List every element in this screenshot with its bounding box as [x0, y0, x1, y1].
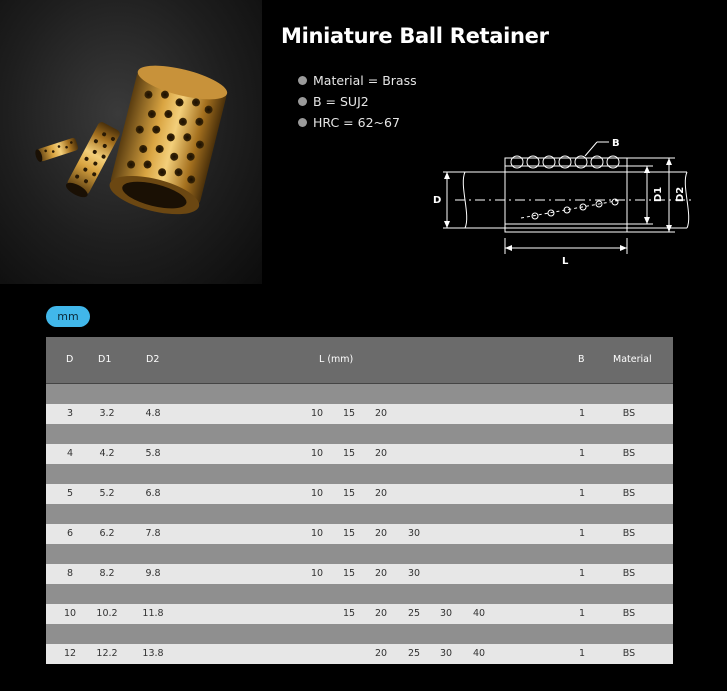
- cell-d1: 5.2: [99, 488, 115, 499]
- cell-d1: 4.2: [99, 448, 115, 459]
- cell-d: 6: [66, 528, 74, 539]
- cell-d2: 9.8: [145, 568, 161, 579]
- cell-length: [433, 404, 459, 424]
- cell-d2: 5.8: [145, 448, 161, 459]
- table-body: [46, 384, 673, 664]
- cell-d1: 10.2: [96, 608, 118, 619]
- cell-length: [336, 644, 362, 664]
- row-separator: [46, 464, 673, 484]
- table-row: [46, 524, 673, 544]
- cell-material: BS: [622, 488, 636, 499]
- cell-length: 15: [342, 568, 356, 579]
- row-separator: [46, 504, 673, 524]
- cell-length: [466, 404, 492, 424]
- spec-item-material: Material = Brass: [298, 70, 417, 91]
- table-row: [46, 564, 673, 584]
- cell-d2: 11.8: [142, 608, 164, 619]
- cell-length: 30: [439, 648, 453, 659]
- cell-b: 1: [578, 408, 586, 419]
- cell-d2: 4.8: [145, 408, 161, 419]
- cell-b: 1: [578, 448, 586, 459]
- cell-length: 10: [310, 568, 324, 579]
- cell-length: 10: [310, 408, 324, 419]
- label-d1: D1: [653, 186, 664, 202]
- cell-length: [304, 604, 330, 624]
- cell-d2: 13.8: [142, 648, 164, 659]
- label-d2: D2: [675, 186, 686, 202]
- cell-d: 10: [63, 608, 77, 619]
- ball-retainer-photo-image: [0, 0, 262, 284]
- cell-length: [466, 564, 492, 584]
- cell-b: 1: [578, 528, 586, 539]
- cell-material: BS: [622, 648, 636, 659]
- spec-table: [46, 337, 673, 664]
- table-row: [46, 604, 673, 624]
- header-b: B: [578, 354, 585, 365]
- spec-item-ball: B = SUJ2: [298, 91, 417, 112]
- cell-b: 1: [578, 648, 586, 659]
- cell-material: BS: [622, 448, 636, 459]
- cell-length: 20: [374, 408, 388, 419]
- cell-d1: 12.2: [96, 648, 118, 659]
- cell-material: BS: [622, 408, 636, 419]
- cell-b: 1: [578, 608, 586, 619]
- cell-length: [433, 564, 459, 584]
- cell-length: [466, 484, 492, 504]
- header-d: D: [66, 354, 74, 365]
- table-row: [46, 644, 673, 664]
- cell-length: [433, 484, 459, 504]
- row-separator: [46, 624, 673, 644]
- cell-length: [433, 444, 459, 464]
- label-l: L: [562, 256, 569, 267]
- cell-length: 15: [342, 448, 356, 459]
- cell-length: 40: [472, 608, 486, 619]
- page-title: Miniature Ball Retainer: [281, 24, 549, 48]
- cell-length: 15: [342, 488, 356, 499]
- cell-d: 8: [66, 568, 74, 579]
- table-row: [46, 444, 673, 464]
- cell-d: 4: [66, 448, 74, 459]
- cell-d1: 8.2: [99, 568, 115, 579]
- cell-length: 15: [342, 408, 356, 419]
- cell-length: 40: [472, 648, 486, 659]
- cell-length: 10: [310, 448, 324, 459]
- cell-length: 15: [342, 608, 356, 619]
- cell-material: BS: [622, 608, 636, 619]
- cell-length: 15: [342, 528, 356, 539]
- label-d: D: [433, 195, 442, 206]
- table-header: [46, 337, 673, 384]
- cell-length: [466, 524, 492, 544]
- bullet-icon: [298, 76, 307, 85]
- cell-length: 30: [407, 528, 421, 539]
- cell-length: 20: [374, 448, 388, 459]
- bullet-icon: [298, 118, 307, 127]
- cell-d2: 6.8: [145, 488, 161, 499]
- spec-list: [298, 70, 417, 133]
- cell-b: 1: [578, 568, 586, 579]
- cell-length: 10: [310, 488, 324, 499]
- cell-length: [401, 404, 427, 424]
- bullet-icon: [298, 97, 307, 106]
- cell-length: 20: [374, 528, 388, 539]
- cell-length: 20: [374, 608, 388, 619]
- table-row: [46, 484, 673, 504]
- cell-length: 25: [407, 608, 421, 619]
- cell-length: 30: [407, 568, 421, 579]
- cell-length: [433, 524, 459, 544]
- cell-d1: 6.2: [99, 528, 115, 539]
- cell-material: BS: [622, 568, 636, 579]
- header-material: Material: [613, 354, 652, 365]
- spec-item-hardness: HRC = 62~67: [298, 112, 417, 133]
- cell-length: [304, 644, 330, 664]
- row-separator: [46, 544, 673, 564]
- cell-length: 30: [439, 608, 453, 619]
- dimension-diagram: [425, 130, 705, 274]
- row-separator: [46, 424, 673, 444]
- cell-length: 20: [374, 648, 388, 659]
- unit-badge: mm: [46, 306, 90, 327]
- row-separator: [46, 384, 673, 404]
- cell-length: 10: [310, 528, 324, 539]
- cell-d: 3: [66, 408, 74, 419]
- cell-material: BS: [622, 528, 636, 539]
- cell-b: 1: [578, 488, 586, 499]
- cell-length: [401, 444, 427, 464]
- header-l: L (mm): [319, 354, 354, 365]
- cell-length: 25: [407, 648, 421, 659]
- cell-d: 12: [63, 648, 77, 659]
- cell-d2: 7.8: [145, 528, 161, 539]
- cell-length: [466, 444, 492, 464]
- header-d1: D1: [98, 354, 112, 365]
- label-b: B: [612, 138, 620, 149]
- cell-d: 5: [66, 488, 74, 499]
- header-d2: D2: [146, 354, 160, 365]
- row-separator: [46, 584, 673, 604]
- product-photo: [0, 0, 262, 284]
- cell-length: 20: [374, 568, 388, 579]
- table-row: [46, 404, 673, 424]
- cell-length: [401, 484, 427, 504]
- cell-d1: 3.2: [99, 408, 115, 419]
- cell-length: 20: [374, 488, 388, 499]
